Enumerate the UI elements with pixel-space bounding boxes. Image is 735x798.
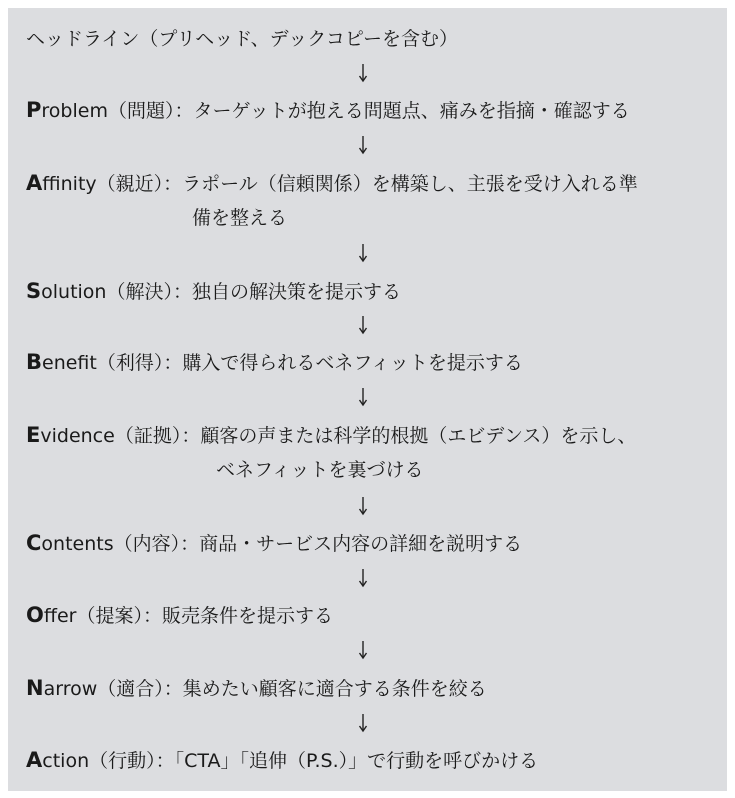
step-initial: S: [26, 279, 42, 303]
step-initial: B: [26, 350, 43, 374]
step-paren: （証拠）: [114, 425, 182, 447]
step-solution: [26, 278, 401, 305]
step-word: ffer: [43, 605, 77, 627]
arrow-down-icon: [358, 243, 368, 263]
step-word: enefit: [42, 352, 97, 374]
step-desc: ：「CTA」「追伸（P.S.）」で行動を呼びかける: [155, 750, 539, 772]
step-desc: ：集めたい顧客に適合する条件を絞る: [163, 678, 487, 700]
step-narrow: [26, 675, 487, 702]
step-action: [26, 747, 538, 774]
step-initial: E: [26, 423, 41, 447]
step-paren: （問題）: [107, 100, 175, 122]
step-benefit: [26, 349, 523, 376]
arrow-down-icon: [358, 568, 368, 588]
step-desc: ：独自の解決策を提示する: [172, 281, 401, 303]
step-desc: ：販売条件を提示する: [142, 605, 333, 627]
step-desc-continuation: 備を整える: [192, 207, 288, 229]
step-desc: ：購入で得られるベネフィットを提示する: [163, 352, 523, 374]
arrow-down-icon: [358, 713, 368, 733]
arrow-down-icon: [358, 63, 368, 83]
step-paren: （解決）: [106, 281, 173, 303]
arrow-down-icon: [358, 640, 368, 660]
step-word: olution: [41, 281, 107, 303]
step-word: vidence: [40, 425, 115, 447]
step-affinity: [26, 170, 638, 197]
step-word: ffinity: [42, 173, 97, 195]
step-desc-continuation: ベネフィットを裏づける: [216, 459, 424, 481]
step-initial: A: [26, 748, 43, 772]
step-initial: P: [26, 98, 42, 122]
arrow-down-icon: [358, 315, 368, 335]
step-paren: （適合）: [97, 678, 164, 700]
step-initial: O: [26, 603, 44, 627]
arrow-down-icon: [358, 135, 368, 155]
step-contents: [26, 530, 522, 557]
step-problem: [26, 97, 630, 124]
step-word: roblem: [41, 100, 108, 122]
step-initial: C: [26, 531, 42, 555]
step-desc: ：商品・サービス内容の詳細を説明する: [180, 533, 523, 555]
step-paren: （内容）: [113, 533, 181, 555]
step-paren: （親近）: [96, 173, 164, 195]
step-initial: N: [26, 676, 44, 700]
step-offer: [26, 602, 333, 629]
step-desc: ：ターゲットが抱える問題点、痛みを指摘・確認する: [174, 100, 630, 122]
step-paren: （行動）: [89, 750, 156, 772]
step-initial: A: [26, 171, 43, 195]
step-paren: （利得）: [96, 352, 164, 374]
step-word: arrow: [43, 678, 98, 700]
arrow-down-icon: [358, 387, 368, 407]
step-paren: （提案）: [76, 605, 143, 627]
step-word: ction: [42, 750, 90, 772]
headline-text: ヘッドライン（プリヘッド、デックコピーを含む）: [26, 28, 459, 50]
step-word: ontents: [41, 533, 114, 555]
step-evidence: [26, 422, 636, 449]
arrow-down-icon: [358, 496, 368, 516]
step-desc: ：顧客の声または科学的根拠（エビデンス）を示し、: [181, 425, 637, 447]
step-desc: ：ラポール（信頼関係）を構築し、主張を受け入れる準: [163, 173, 638, 195]
